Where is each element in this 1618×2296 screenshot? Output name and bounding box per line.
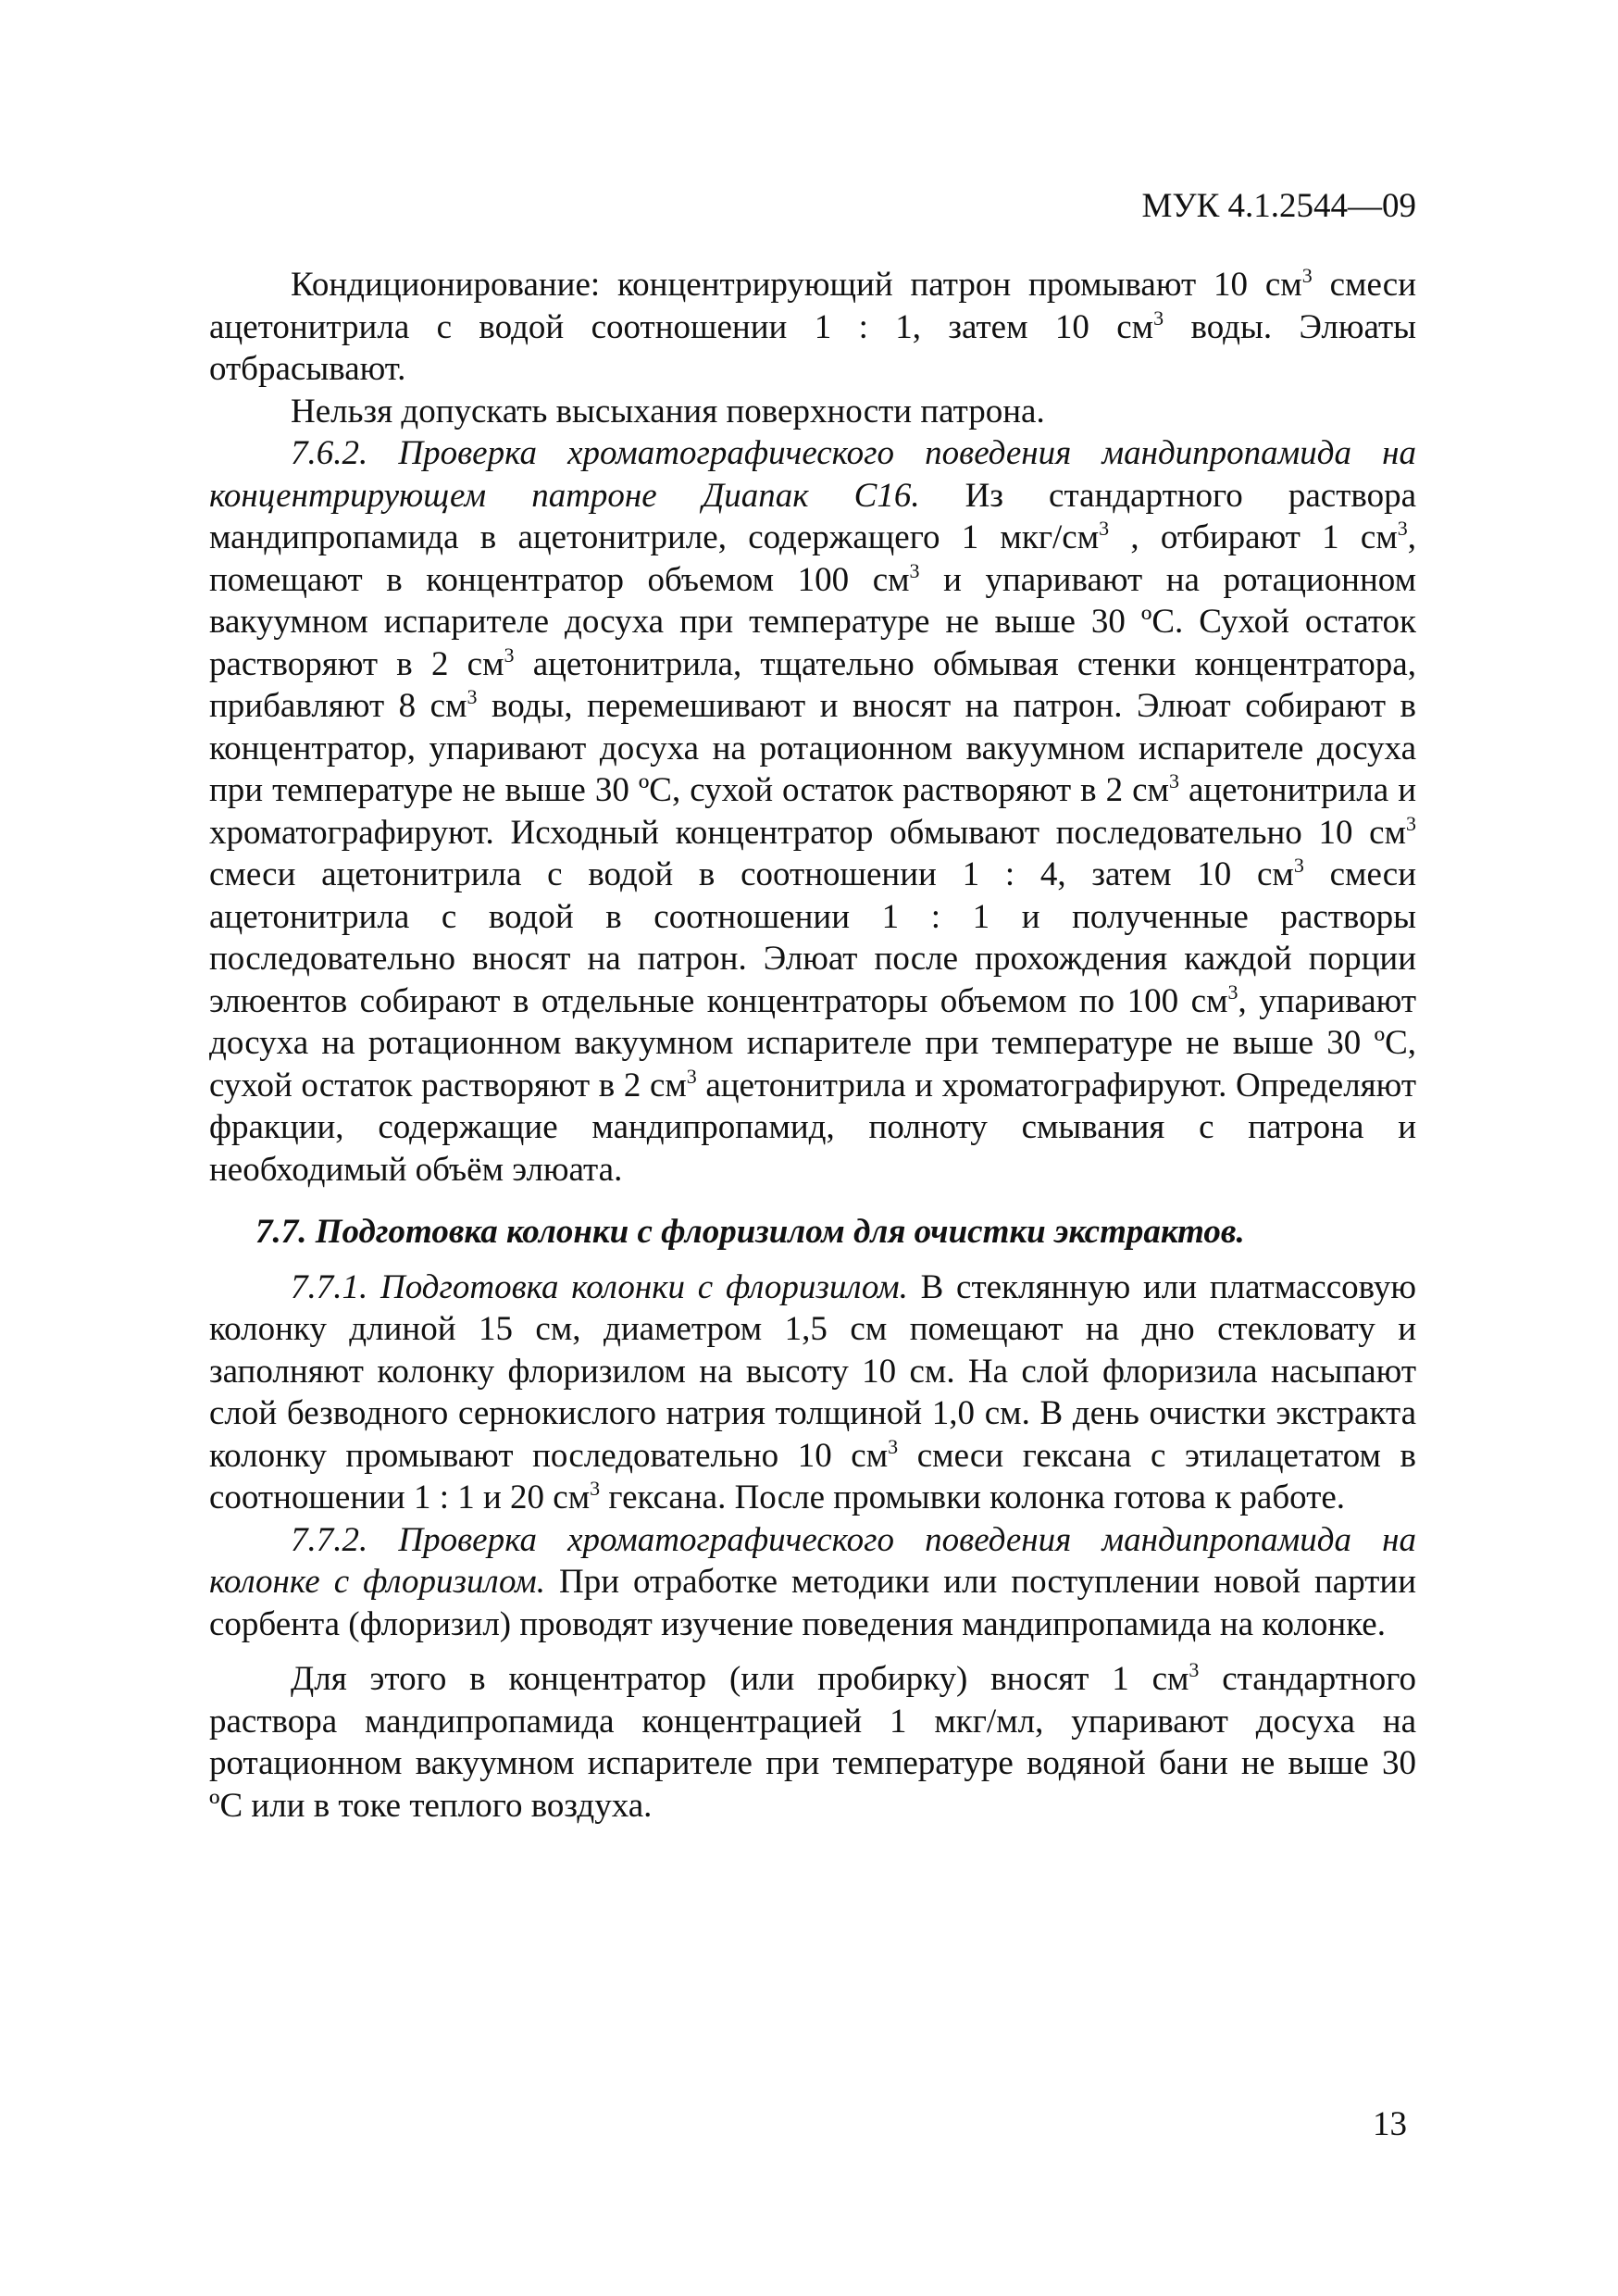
paragraph-7-7-1 [209,1267,1416,1519]
page-number: 13 [1373,2105,1407,2143]
paragraph-no-drying [209,391,1416,433]
subsection-title: 7.7.2. Проверка хроматографического поведения мандипропамида на колонке с флоризилом. [209,1520,1416,1601]
section-heading-7-7 [209,1211,1416,1254]
paragraph-procedure [209,1658,1416,1827]
paragraph-text: При отработке методики или поступлении новой партии сорбента (флоризил) проводят изучение поведения мандипропамида на колонке. [209,1563,1416,1643]
document-code-header: МУК 4.1.2544—09 [1141,187,1416,225]
paragraph-7-6-2 [209,432,1416,1191]
paragraph-text: Нельзя допускать высыхания поверхности патрона. [291,392,1045,430]
paragraph-7-7-2 [209,1519,1416,1646]
paragraph-conditioning [209,264,1416,391]
paragraph-text: Для этого в концентратор (или пробирку) вносят 1 $см^3$ стандартного раствора мандипропамида концентрацией 1 мкг/мл, упаривают досуха на ротационном вакуумном испарителе при температуре водяной бани не выше 30 ºС или в токе теплого воздуха. [209,1658,1416,1825]
subsection-title: 7.7.1. Подготовка колонки с флоризилом. [291,1267,908,1306]
section-heading-text: 7.7. Подготовка колонки с флоризилом для очистки экстрактов. [255,1213,1245,1251]
paragraph-text: Кондиционирование: концентрирующий патрон промывают 10 $см^3$ смеси ацетонитрила с водой соотношении 1 : 1, затем 10 $см^3$ воды. Элюаты отбрасывают. [209,264,1417,388]
page-body [209,264,1416,1827]
paragraph-text: Из стандартного раствора мандипропамида в ацетонитриле, содержащего 1 мкг/$см^3$ , отбирают 1 $см^3$, помещают в концентратор объемом 100 $см^3$ и упаривают на ротационном вакуумном испарителе досуха при температуре не выше 30 ºС. Сухой остаток растворяют в 2 $см^3$ ацетонитрила, тщательно обмывая стенки концентратора, прибавляют 8 $см^3$ воды, перемешивают и вносят на патрон. Элюат собирают в концентратор, упаривают досуха на ротационном вакуумном испарителе досуха при температуре не выше 30 ºС, сухой остаток растворяют в 2 $см^3$ ацетонитрила и хроматографируют. Исходный концентратор обмывают последовательно 10 $см^3$ смеси ацетонитрила с водой в соотношении 1 : 4, затем 10 $см^3$ смеси ацетонитрила с водой в соотношении 1 : 1 и полученные растворы последовательно вносят на патрон. Элюат после прохождения каждой порции элюентов собирают в отдельные концентраторы объемом по 100 $см^3$, упаривают досуха на ротационном вакуумном испарителе при температуре не выше 30 ºС, сухой остаток растворяют в 2 $см^3$ ацетонитрила и хроматографируют. Определяют фракции, содержащие мандипропамид, полноту смывания с патрона и необходимый объём элюата. [209,476,1417,1189]
paragraph-text: В стеклянную или платмассовую колонку длиной 15 см, диаметром 1,5 см помещают на дно стекловату и заполняют колонку флоризилом на высоту 10 см. На слой флоризила насыпают слой безводного сернокислого натрия толщиной 1,0 см. В день очистки экстракта колонку промывают последовательно 10 $см^3$ смеси гексана с этилацетатом в соотношении 1 : 1 и 20 $см^3$ гексана. После промывки колонка готова к работе. [209,1267,1416,1516]
subsection-title: 7.6.2. Проверка хроматографического поведения мандипропамида на концентрирующем патроне Диапак С16. [209,434,1416,515]
